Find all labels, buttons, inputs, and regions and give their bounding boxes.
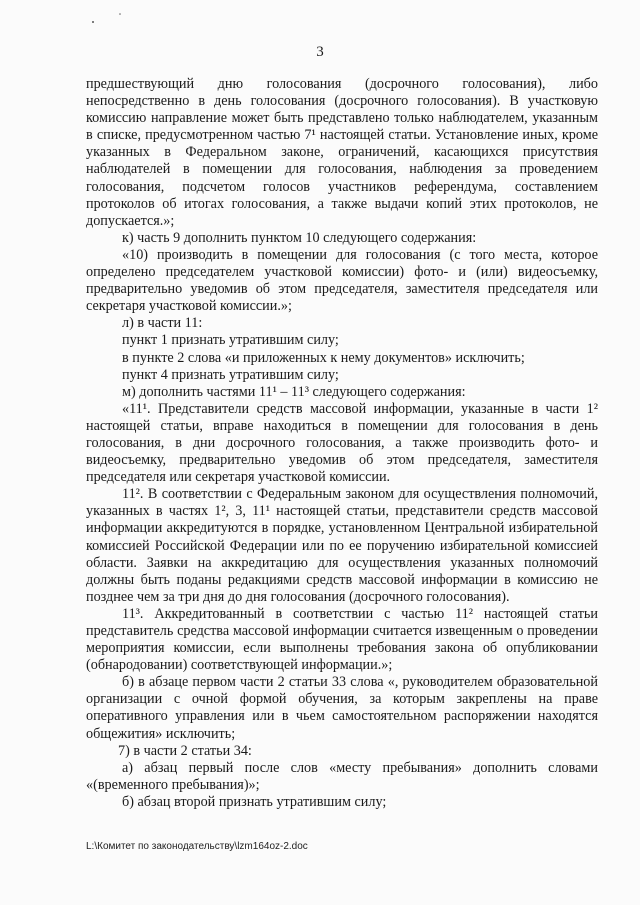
- paragraph: а) абзац первый после слов «месту пребывания» дополнить словами «(временного пребывания)»;: [86, 759, 598, 793]
- speck: [92, 21, 94, 23]
- paragraph: 7) в части 2 статьи 34:: [118, 742, 252, 759]
- paragraph: б) абзац второй признать утратившим силу;: [122, 793, 387, 810]
- paragraph: «11¹. Представители средств массовой информации, указанные в части 1² настоящей статьи, вправе находиться в помещении для голосования в день голосования, в дни досрочного голосования, а также производить фото- и видеосъемку, предварительно уведомив об этом председателя, заместителя председателя или секретаря участковой комиссии.: [86, 400, 598, 486]
- paragraph: л) в части 11:: [122, 315, 203, 332]
- paragraph: предшествующий дню голосования (досрочного голосования), либо непосредственно в день голосования (досрочного голосования). В участковую комиссию направление может быть представлено только наблюдателем, указанным в списке, предусмотренном частью 7¹ настоящей статьи. Установление иных, кроме указанных в Федеральном законе, ограничений, касающихся присутствия наблюдателей в помещении для голосования, наблюдения за проведением голосования, подсчетом голосов участников референдума, составлением протоколов об итогах голосования, а также выдачи копий этих протоколов, не допускается.»;: [86, 76, 598, 229]
- paragraph: в пункте 2 слова «и приложенных к нему документов» исключить;: [122, 349, 525, 366]
- paragraph: 11². В соответствии с Федеральным законом для осуществления полномочий, указанных в частях 1², 3, 11¹ настоящей статьи, представители средств массовой информации аккредитуются в порядке, установленном Центральной избирательной комиссией Российской Федерации или по ее поручению избирательной комиссией области. Заявки на аккредитацию для осуществления указанных полномочий должны быть поданы редакциями средств массовой информации в комиссию не позднее чем за три дня до дня голосования (досрочного голосования).: [86, 486, 598, 605]
- paragraph: б) в абзаце первом части 2 статьи 33 слова «, руководителем образовательной организации с очной формой обучения, за которым закреплены на праве оперативного управления или в чьем самостоятельном распоряжении находятся общежития» исключить;: [86, 674, 598, 742]
- speck: [119, 13, 121, 15]
- paragraph: 11³. Аккредитованный в соответствии с частью 11² настоящей статьи представитель средства массовой информации считается извещенным о проведении мероприятия комиссии, если выполнены требования закона об опубликовании (обнародовании) соответствующей информации.»;: [86, 605, 598, 674]
- file-path-footer: L:\Комитет по законодательству\lzm164oz-2.doc: [86, 841, 308, 852]
- page-number: 3: [316, 44, 324, 60]
- document-body: [86, 76, 598, 811]
- paragraph: м) дополнить частями 11¹ – 11³ следующего содержания:: [122, 383, 466, 400]
- paragraph: «10) производить в помещении для голосования (с того места, которое определено председателем участковой комиссии) фото- и (или) видеосъемку, предварительно уведомив об этом председателя, заместителя председателя или секретаря участковой комиссии.»;: [86, 246, 598, 315]
- paragraph: пункт 4 признать утратившим силу;: [122, 366, 339, 383]
- paragraph: пункт 1 признать утратившим силу;: [122, 332, 339, 349]
- paragraph: к) часть 9 дополнить пунктом 10 следующего содержания:: [122, 229, 477, 246]
